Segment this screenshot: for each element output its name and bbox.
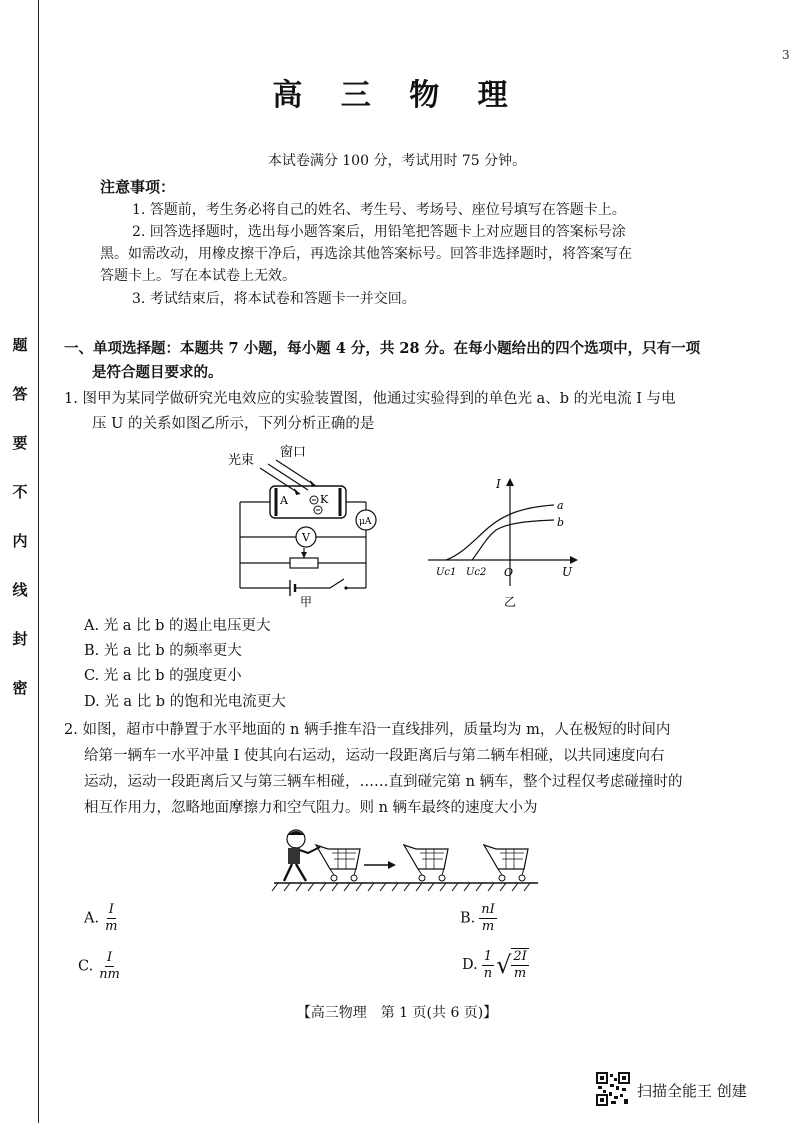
section-line: 是符合题目要求的。 [92,364,223,381]
figure-shopping-carts [268,825,544,897]
question-2-stem: 运动，运动一段距离后又与第三辆车相碰，……直到碰完第 n 辆车，整个过程仅考虑碰撞时的 [84,774,683,790]
notice-item: 1. 答题前，考生务必将自己的姓名、考生号、考场号、座位号填写在答题卡上。 [132,202,626,218]
seal-char: 不 [12,483,28,501]
notice-item: 答题卡上。写在本试卷上无效。 [100,268,296,284]
curve-label-b: b [557,516,565,529]
option-c: C. 光 a 比 b 的强度更小 [84,668,242,684]
option-d: D. 光 a 比 b 的饱和光电流更大 [84,694,286,710]
section-line: 一、单项选择题：本题共 7 小题，每小题 4 分，共 28 分。在每小题给出的四个选项中，只有一项 [64,340,701,357]
label-beam: 光束 [228,453,255,468]
question-2-stem: 2. 如图，超市中静置于水平地面的 n 辆手推车沿一直线排列，质量均为 m，人在极短的时间内 [64,722,671,738]
axis-label-u: U [562,565,573,579]
figure-circuit [220,440,390,608]
q2-option-b: B. $\frac{nI}{m}$ [460,902,495,934]
seal-char: 要 [12,434,28,452]
radical-sign: √ [496,951,512,979]
figure-iu-graph [428,476,588,608]
seal-char: 内 [12,532,28,550]
tick-label-uc1: Uc1 [436,567,457,578]
seal-char: 密 [12,679,28,697]
label-microammeter: μA [359,517,372,527]
q2-option-a: A. $\frac{I}{m}$ [84,902,118,934]
q2-option-c: C. $\frac{I}{nm}$ [78,950,120,982]
curve-label-a: a [557,499,564,512]
figure-caption-yi: 乙 [504,595,517,608]
scanner-watermark: 扫描全能王 创建 [637,1082,747,1100]
label-cathode: K [320,493,329,506]
question-2-stem: 给第一辆车一水平冲量 I 使其向右运动，运动一段距离后与第二辆车相碰，以共同速度向右 [84,748,665,764]
option-b: B. 光 a 比 b 的频率更大 [84,643,242,659]
origin-label: O [504,566,514,579]
page-number-top: 3 [782,48,790,62]
notice-item: 2. 回答选择题时，选出每小题答案后，用铅笔把答题卡上对应题目的答案标号涂 [132,224,626,240]
notice-heading: 注意事项： [100,178,176,196]
qr-code-icon [596,1072,630,1106]
option-a: A. 光 a 比 b 的遏止电压更大 [84,618,271,634]
label-voltmeter: V [302,531,310,544]
page-title: 高 三 物 理 [272,78,522,113]
label-window: 窗口 [280,445,307,460]
question-1-stem: 1. 图甲为某同学做研究光电效应的实验装置图，他通过实验得到的单色光 a、b 的光电流 I 与电 [64,391,676,407]
seal-char: 题 [12,336,28,354]
label-anode: A [280,494,288,507]
seal-char: 答 [12,385,28,403]
seal-line-text [8,338,32,730]
exam-meta: 本试卷满分 100 分，考试用时 75 分钟。 [267,153,527,169]
seal-char: 线 [12,581,28,599]
page-footer: 【高三物理 第 1 页(共 6 页)】 [296,1005,498,1021]
seal-char: 封 [12,630,28,648]
axis-label-i: I [496,477,501,491]
notice-item: 黑。如需改动，用橡皮擦干净后，再选涂其他答案标号。回答非选择题时，将答案写在 [100,246,632,262]
q2-option-d: D. $\frac{1}{n}$ √ $\frac{2I}{m}$ [462,948,527,981]
section-heading [64,337,754,385]
question-1-stem: 压 U 的关系如图乙所示，下列分析正确的是 [92,416,375,432]
question-2-stem: 相互作用力，忽略地面摩擦力和空气阻力。则 n 辆车最终的速度大小为 [84,800,538,816]
tick-label-uc2: Uc2 [466,567,487,578]
figure-caption-jia: 甲 [300,595,313,608]
notice-item: 3. 考试结束后，将本试卷和答题卡一并交回。 [132,291,416,307]
